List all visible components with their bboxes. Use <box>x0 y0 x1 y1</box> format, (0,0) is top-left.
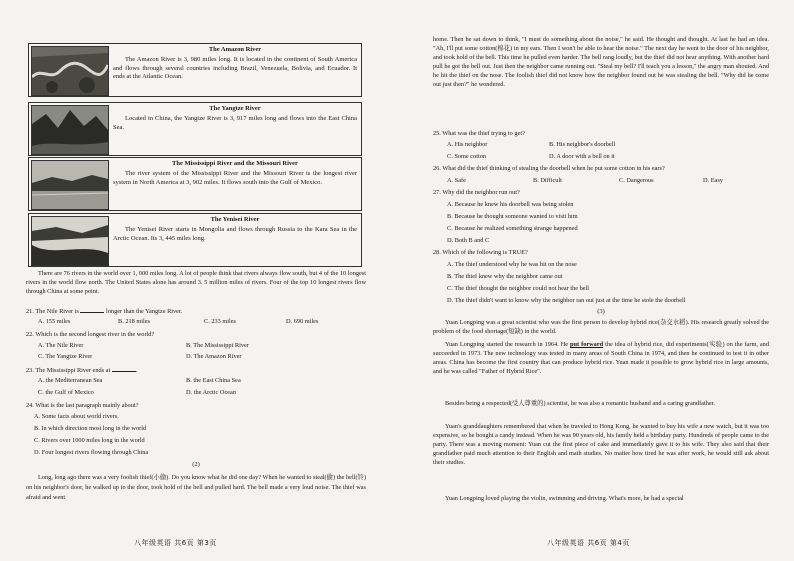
rivers-intro-paragraph: There are 76 rivers in the world over 1, 000 miles long. A lot of people think that rivers always flow south, but 4 of the 10 longest rivers in the world flow north. The United States alone has around 3. 5 million miles of rivers. Four of the top 10 longest rivers flow through China at some point. <box>26 270 366 295</box>
option-21d[interactable]: D. 690 miles <box>286 318 319 325</box>
river-card-yangtze <box>28 102 362 156</box>
section-number: (3) <box>597 308 605 315</box>
river-description: The Yenisei River starts in Mongolia and flows through Russia to the Kara Sea in the Arctic Ocean. Its 3, 445 miles long. <box>113 225 357 242</box>
answer-blank[interactable] <box>112 366 136 372</box>
river-card-mississippi <box>28 157 362 211</box>
river-title: The Amazon River <box>208 46 262 53</box>
yuan-paragraph-4: Yuan's granddaughters remembered that when he traveled to Hong Kong, he wanted to buy his wife a new watch, but it was too expensive, so he bought a candy instead. When he was 90 years old, his family held a birthday party. Hundreds of people came to the party. There was a moving moment: Yuan cut the first piece of cake and immediately gave it to his wife. They also said that their grandfather paid much attention to their English and math studies. No matter how tired he was after work, he would still ask about their studies. <box>433 423 769 466</box>
option-25c[interactable]: C. Some cotton <box>447 153 487 160</box>
option-23d[interactable]: D. the Arctic Ocean <box>186 389 237 396</box>
option-28d[interactable]: D. The thief didn't want to know why the neighbor ran out just at the time he stole the doorbell <box>447 297 686 304</box>
option-21b[interactable]: B. 218 miles <box>118 318 151 325</box>
question-stem-end: . <box>135 367 138 374</box>
option-24a[interactable]: A. Some facts about world rivers. <box>34 413 119 420</box>
option-28b[interactable]: B. The thief knew why the neighbor came out <box>447 273 563 280</box>
option-24c[interactable]: C. Rivers over 1000 miles long in the world <box>34 437 145 444</box>
question-stem: 23. The Mississippi River ends at <box>26 367 111 374</box>
option-22d[interactable]: D. The Amazon River <box>186 353 242 360</box>
page-footer: 八年级英语 共6页 第4页 <box>547 539 630 547</box>
option-21a[interactable]: A. 155 miles <box>38 318 71 325</box>
river-title: The Mississippi River and the Missouri River <box>172 160 298 167</box>
yenisei-river-photo <box>31 216 109 266</box>
question-26: 26. What did the thief thinking of stealing the doorbell when he put some cotton in his ears? <box>433 165 665 172</box>
mississippi-river-photo <box>31 160 109 210</box>
option-26a[interactable]: A. Safe <box>447 177 466 184</box>
option-22b[interactable]: B. The Mississippi River <box>186 342 249 349</box>
story-paragraph: Long, long ago there was a very foolish thief(小偷). Do you know what he did one day? When he wanted to steal(偷) the bell(铃) on his neighbor's door, he walked up to the door, took hold of the bell and pulled hard. The bell made a very loud noise. The thief was afraid and went <box>26 474 366 501</box>
paragraph-text: Yuan Longping started the research in 1964. He <box>445 341 569 348</box>
underlined-phrase: put forward <box>570 341 604 348</box>
yuan-paragraph-3: Besides being a respected(受人尊重的) scientist, he was also a romantic husband and a caring grandfather. <box>445 400 715 407</box>
option-27d[interactable]: D. Both B and C <box>447 237 490 244</box>
paragraph-text: the idea of hybrid rice, did experiments(实验) on the farm, and succeeded in 1973. The new technology was tested in many areas of South China in 1974, and then he continued to test it in other areas. China has become the first country that can produce hybrid rice. Yuan made it possible to grow hybrid rice in large amounts, and he was called "Father of Hybrid Rice". <box>433 341 769 375</box>
option-22a[interactable]: A. The Nile River <box>38 342 84 349</box>
yuan-paragraph-5: Yuan Longping loved playing the violin, swimming and driving. What's more, he had a special <box>445 495 684 502</box>
river-description: Located in China, the Yangtze River is 3, 917 miles long and flows into the East China Sea. <box>113 114 357 131</box>
right-page <box>397 0 794 561</box>
story-continued-paragraph: home. Then he sat down to think, "I must do something about the noise," he said. He thought and thought. At last he had an idea. "Ah, I'll put some cotton(棉花) in my ears. Then I won't be able to hear the noise." The next day he went to the door of his neighbor, and took hold of the bell. This time he pulled even harder. The bell rang loudly, but the thief did not hear anything. With another hard pull he got the bell out. Just then the neighbor came running out. "Steal my bell? I'll teach you a lesson," the angry man shouted. And he hit the thief on the nose. The foolish thief did not know how the neighbor found out he was stealing the bell. "Why did he come out just then?" he wondered. <box>433 36 769 88</box>
option-24d[interactable]: D. Four longest rivers flowing through China <box>34 449 149 456</box>
option-23a[interactable]: A. the Mediterranean Sea <box>38 377 103 384</box>
option-23b[interactable]: B. the East China Sea <box>186 377 241 384</box>
yuan-paragraph-1: Yuan Longping was a great scientist who was the first person to develop hybrid rice(杂交水稻). His research greatly solved the problem of the food shortage(短缺) in the world. <box>433 319 769 335</box>
amazon-river-photo <box>31 46 109 96</box>
section-number: (2) <box>192 461 200 468</box>
answer-blank[interactable] <box>80 307 104 313</box>
option-27c[interactable]: C. Because he realized something strange happened <box>447 225 578 232</box>
question-stem: 21. The Nile River is <box>26 308 79 315</box>
option-25b[interactable]: B. His neighbor's doorbell <box>549 141 616 148</box>
option-21c[interactable]: C. 233 miles <box>204 318 237 325</box>
option-27b[interactable]: B. Because he thought someone wanted to visit him <box>447 213 578 220</box>
river-description: The Amazon River is 3, 980 miles long. It is located in the continent of South America and flows through several countries including Brazil, Venezuela, Bolivia, and Ecuador. It ends at the Atlantic Ocean. <box>113 55 357 81</box>
question-21 <box>26 307 366 317</box>
option-26b[interactable]: B. Difficult <box>533 177 562 184</box>
question-27: 27. Why did the neighbor run out? <box>433 189 520 196</box>
question-24: 24. What is the last paragraph mainly about? <box>26 402 139 409</box>
question-22: 22. Which is the second longest river in the world? <box>26 331 155 338</box>
option-24b[interactable]: B. In which direction most long in the world <box>34 425 147 432</box>
option-26d[interactable]: D. Easy <box>703 177 723 184</box>
option-22c[interactable]: C. The Yangtze River <box>38 353 93 360</box>
river-card-yenisei <box>28 213 362 267</box>
option-23c[interactable]: C. the Gulf of Mexico <box>38 389 94 396</box>
question-28: 28. Which of the following is TRUE? <box>433 249 528 256</box>
yuan-paragraph-2 <box>433 341 769 377</box>
option-28c[interactable]: C. The thief thought the neighbor could not hear the bell <box>447 285 590 292</box>
river-card-amazon <box>28 43 362 97</box>
yangtze-river-photo <box>31 105 109 155</box>
river-description: The river system of the Mississippi River and the Missouri River is the longest river system in North America at 3, 902 miles. It flows south into the Gulf of Mexico. <box>113 169 357 186</box>
river-title: The Yangtze River <box>209 105 261 112</box>
option-25d[interactable]: D. A door with a bell on it <box>549 153 615 160</box>
page-footer: 八年级英语 共6页 第3页 <box>134 539 217 547</box>
question-stem-end: longer than the Yangtze River. <box>106 308 183 315</box>
option-25a[interactable]: A. His neighbor <box>447 141 488 148</box>
option-28a[interactable]: A. The thief understood why he was hit on the nose <box>447 261 577 268</box>
river-title: The Yenisei River <box>210 216 260 223</box>
option-27a[interactable]: A. Because he knew his doorbell was being stolen <box>447 201 574 208</box>
question-23 <box>26 366 366 376</box>
option-26c[interactable]: C. Dangerous <box>619 177 654 184</box>
question-25: 25. What was the thief trying to get? <box>433 130 525 137</box>
